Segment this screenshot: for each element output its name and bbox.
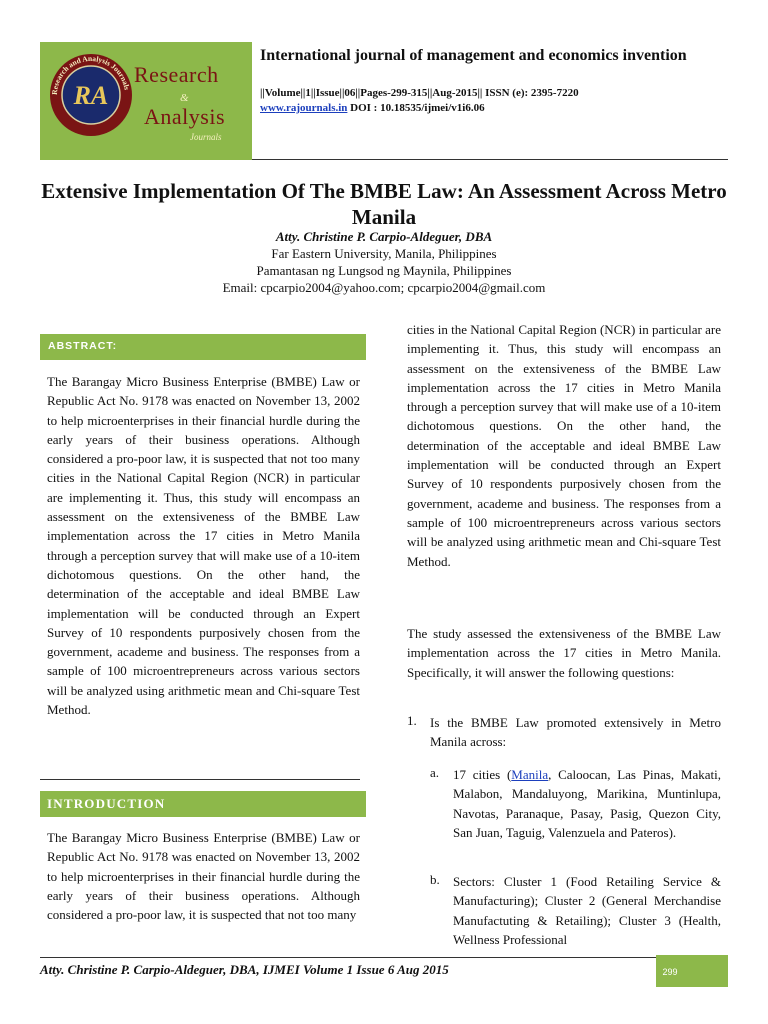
page-number: 299 <box>662 967 678 977</box>
subitem-a-text <box>453 765 721 842</box>
paper-title: Extensive Implementation Of The BMBE Law: An Assessment Across Metro Manila <box>41 179 727 229</box>
abstract-paragraph: The Barangay Micro Business Enterprise (BMBE) Law or Republic Act No. 9178 was enacted on November 13, 2002 to help microenterprises in their financial hurdle during the early years of their business operations. Although considered a pro-poor law, it is suspected that not too many cities in the National Capital Region (NCR) in particular are implementing it. Thus, this study will encompass an assessment on the extensiveness of the BMBE Law implementation across the 17 cities in Metro Manila through a perception survey that will make use of a 10-item dichotomous questions. On the other hand, the determination of the acceptable and ideal BMBE Law implementation will be conducted through an Expert Survey of 10 respondents purposively chosen from the government, academe and business. The responses from a sample of 100 microentrepreneurs across various sectors will be analyzed using arithmetic mean and Chi-square Test Method. <box>47 374 360 718</box>
body-paragraph: cities in the National Capital Region (NCR) in particular are implementing it. Thus, this study will encompass an assessment on the extensiveness of the BMBE Law implementation across the 17 cities in Metro Manila through a perception survey that will make use of a 10-item dichotomous questions. On the other hand, the determination of the acceptable and ideal BMBE Law implementation will be conducted through an Expert Survey of 10 respondents purposively chosen from the government, academe and business. The responses from a sample of 100 microentrepreneurs across various sectors will be analyzed using arithmetic mean and Chi-square Test Method. <box>407 322 721 569</box>
right-column-paragraph-2 <box>407 624 721 682</box>
subitem-b-letter: b. <box>430 872 440 887</box>
subitem-a-rest: , Caloocan, Las Pinas, Makati, Malabon, Mandaluyong, Marikina, Muntinlupa, Navotas, Paranaque, Pasay, Pasig, Quezon City, San Juan, Taguig, Valenzuela and Pateros). <box>453 767 721 840</box>
introduction-paragraph: The Barangay Micro Business Enterprise (BMBE) Law or Republic Act No. 9178 was enacted on November 13, 2002 to help microenterprises in their financial hurdle during the early years of their business operations. Although considered a pro-poor law, it is suspected that not too many <box>47 830 360 923</box>
logo-word-amp: & <box>180 92 189 104</box>
body-paragraph: The study assessed the extensiveness of the BMBE Law implementation across the 17 cities in Metro Manila. Specifically, it will answer the following questions: <box>407 626 721 680</box>
abstract-divider <box>40 779 360 780</box>
manila-link[interactable]: Manila <box>511 767 549 782</box>
journal-volume-info: ||Volume||1||Issue||06||Pages-299-315||Aug-2015|| ISSN (e): 2395-7220 <box>260 87 579 99</box>
author-email: Email: cpcarpio2004@yahoo.com; cpcarpio2004@gmail.com <box>222 280 546 295</box>
footer-citation: Atty. Christine P. Carpio-Aldeguer, DBA, IJMEI Volume 1 Issue 6 Aug 2015 <box>40 962 449 977</box>
logo-ring-text: Research and Analysis Journals <box>49 53 132 96</box>
abstract-body <box>47 372 360 719</box>
right-column-paragraph-1 <box>407 320 721 571</box>
question-1-number: 1. <box>407 713 417 728</box>
logo-word-analysis: Analysis <box>144 104 225 129</box>
author-affiliation-1: Far Eastern University, Manila, Philippines <box>271 246 497 261</box>
subitem-a-letter: a. <box>430 765 440 780</box>
author-affiliation-2: Pamantasan ng Lungsod ng Maynila, Philippines <box>256 263 512 278</box>
subitem-a-prefix: 17 cities ( <box>453 767 512 782</box>
logo-emblem-icon <box>48 52 134 138</box>
journal-website-link[interactable]: www.rajournals.in <box>260 102 348 114</box>
question-1-text: Is the BMBE Law promoted extensively in Metro Manila across: <box>430 715 721 750</box>
journal-logo <box>40 42 252 160</box>
logo-word-journals: Journals <box>190 132 222 142</box>
logo-word-research: Research <box>134 62 219 87</box>
journal-title: International journal of management and economics invention <box>260 47 687 64</box>
abstract-heading: ABSTRACT: <box>48 340 118 352</box>
introduction-heading-bar <box>40 791 366 817</box>
page-number-box <box>656 955 728 987</box>
journal-doi: DOI : 10.18535/ijmei/v1i6.06 <box>347 102 485 114</box>
subitem-b-text: Sectors: Cluster 1 (Food Retailing Service & Manufacturing); Cluster 2 (General Merchandise Manufactuting & Retailing); Cluster 3 (Health, Wellness Professional <box>453 874 721 947</box>
abstract-heading-bar <box>40 334 366 360</box>
journal-link-line <box>260 102 485 114</box>
header-divider <box>252 159 728 160</box>
logo-monogram: RA <box>73 81 109 110</box>
footer-divider <box>40 957 728 958</box>
introduction-body <box>47 828 360 924</box>
introduction-heading: INTRODUCTION <box>47 796 166 811</box>
paper-author: Atty. Christine P. Carpio-Aldeguer, DBA <box>275 229 493 244</box>
